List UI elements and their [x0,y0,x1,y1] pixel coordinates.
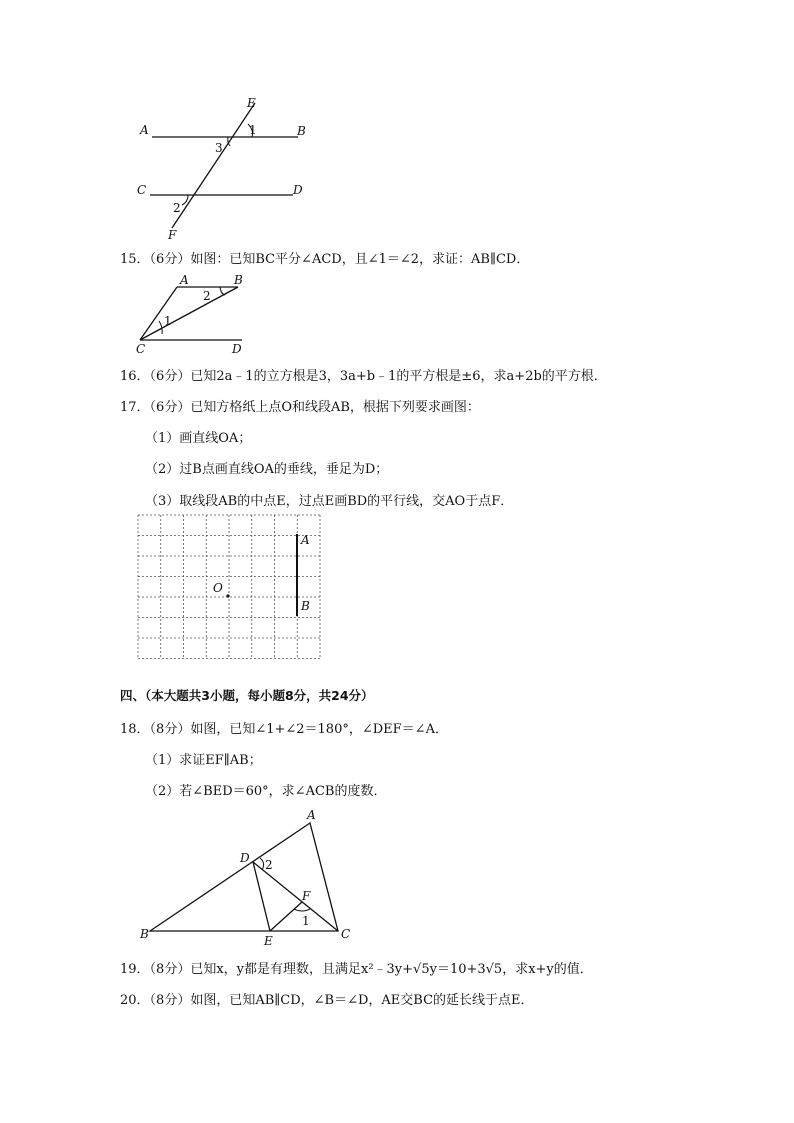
point-o [226,594,229,597]
label-angle-1: 1 [164,314,172,328]
label-angle-2: 2 [265,858,273,872]
label-f: F [168,228,177,242]
figure-triangle [138,805,358,950]
question-18: 18．（8分）如图，已知∠1+∠2＝180°，∠DEF＝∠A． [120,722,448,737]
label-angle-2: 2 [203,289,211,303]
angle-1-arc [159,321,162,334]
grid-lines [138,515,320,659]
label-o: O [213,581,223,595]
question-20: 20．（8分）如图，已知AB∥CD，∠B＝∠D，AE交BC的延长线于点E． [120,993,534,1008]
figure-bisector [135,272,255,357]
transversal-ef [172,103,255,228]
question-15: 15．（6分）如图：已知BC平分∠ACD，且∠1＝∠2，求证：AB∥CD． [120,252,530,267]
label-b: B [297,124,306,138]
label-f: F [302,889,311,903]
label-a: A [140,123,149,137]
figure-parallel-transversal [130,90,320,245]
question-16: 16．（6分）已知2a﹣1的立方根是3，3a+b﹣1的平方根是±6，求a+2b的平方根． [120,369,607,384]
label-d: D [240,851,250,865]
triangle-abc [150,823,338,931]
segment-de [253,862,270,931]
label-e: E [264,934,273,948]
grid-paper [137,514,321,680]
segment-cb [140,287,238,340]
label-angle-3: 3 [215,141,223,155]
label-angle-1: 1 [249,123,257,137]
question-17-item-2: （2）过B点画直线OA的垂线，垂足为D； [145,462,389,477]
label-b: B [140,927,149,941]
label-c: C [341,927,351,941]
question-19: 19．（8分）已知x，y都是有理数，且满足x²﹣3y+√5y＝10+3√5，求x+y的值． [120,962,593,977]
question-17: 17．（6分）已知方格纸上点O和线段AB，根据下列要求画图： [120,400,480,415]
label-a: A [307,808,316,822]
label-a: A [180,273,189,287]
label-d: D [232,342,242,356]
label-b: B [234,273,243,287]
question-17-item-3: （3）取线段AB的中点E，过点E画BD的平行线，交AO于点F． [145,494,514,509]
label-a: A [301,533,310,547]
segment-dc [253,862,338,931]
section-heading-4: 四、（本大题共3小题，每小题8分，共24分） [120,688,374,703]
question-18-item-1: （1）求证EF∥AB； [145,753,262,768]
label-angle-1: 1 [302,914,310,928]
question-18-item-2: （2）若∠BED＝60°，求∠ACB的度数． [145,784,387,799]
label-c: C [137,183,147,197]
angle-1-arc [294,909,310,911]
angle-2-arc [182,195,188,205]
label-c: C [136,342,146,356]
question-17-item-1: （1）画直线OA； [145,431,252,446]
label-angle-2: 2 [173,201,181,215]
segment-ef [270,902,302,931]
label-d: D [293,183,303,197]
label-b: B [301,599,310,613]
label-e: E [247,96,256,110]
